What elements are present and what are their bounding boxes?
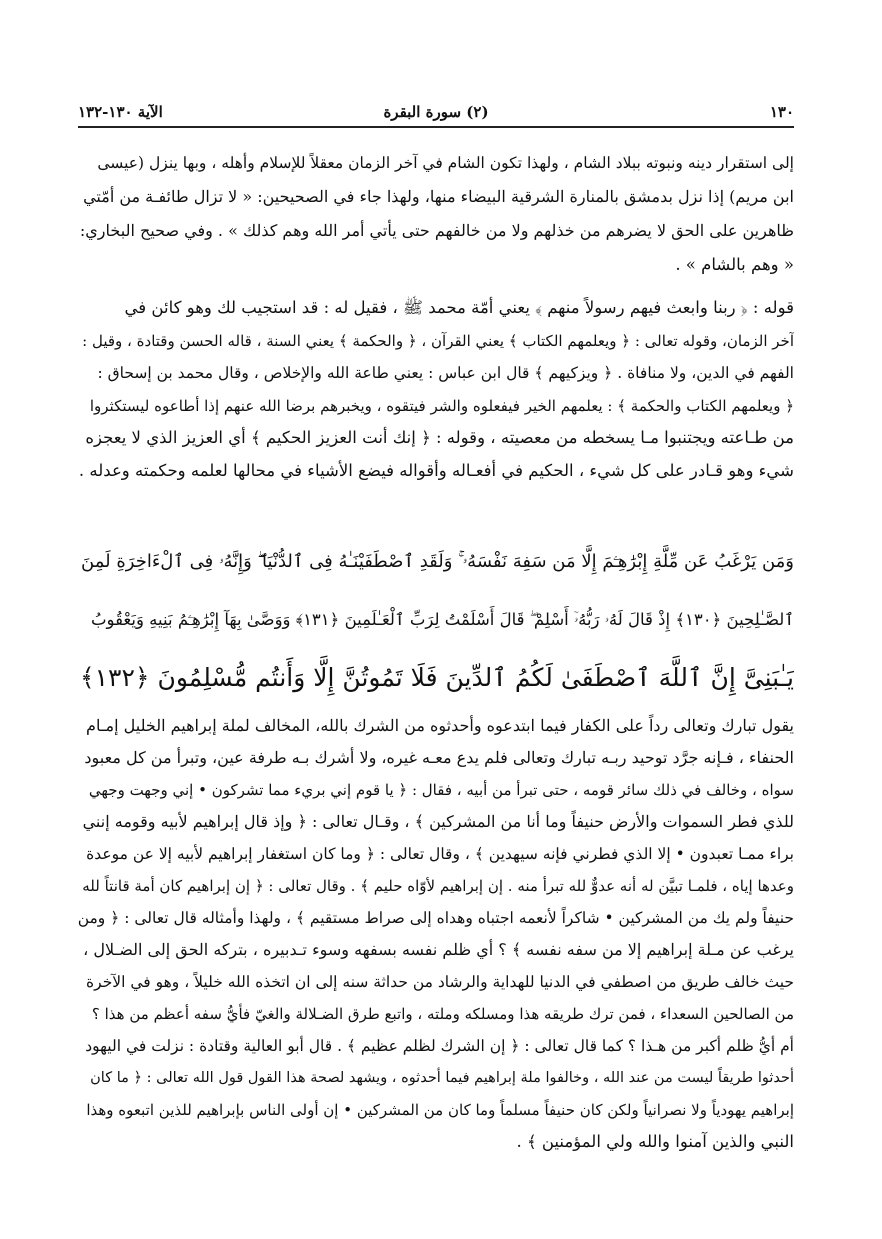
text-line: أحدثوا طريقاً ليست من عند الله ، وخالفوا ملة إبراهيم فيما أحدثوه ، ويشهد لصحة هذا القول قول الله تعالى : ﴿ ما كان: [90, 1070, 794, 1086]
commentary-paragraph-1: [78, 146, 794, 282]
text-line: الفهم في الدين، ولا منافاة . ﴿ ويزكيهم ﴾ قال ابن عباس : يعني طاعة الله والإخلاص ، وقال محمد بن إسحاق :: [97, 364, 794, 382]
quran-verses-block: [78, 533, 794, 707]
page-number: ١٣٠: [769, 103, 794, 121]
commentary-paragraph-3: [78, 710, 794, 1158]
verse-line: يَـٰبَنِىَّ إِنَّ ٱللَّهَ ٱصْطَفَىٰ لَكُمُ ٱلدِّينَ فَلَا تَمُوتُنَّ إِلَّا وَأَنتُم مُّسْلِمُونَ ﴿١٣٢﴾: [79, 663, 794, 692]
text-line: ظاهرين على الحق لا يضرهم من خذلهم ولا من خالفهم حتى يأتي أمر الله وهم كذلك » . وفي صحيح البخاري:: [79, 221, 794, 240]
running-header: [78, 100, 794, 128]
commentary-paragraph-2: [78, 292, 794, 487]
text-line: إبراهيم يهودياً ولا نصرانياً ولكن كان حنيفاً مسلماً وما كان من المشركين • إن أولى الناس بإبراهيم للذين اتبعوه وهذا: [86, 1101, 794, 1119]
text-line: ﴿ ويعلمهم الكتاب والحكمة ﴾ : يعلمهم الخير فيفعلوه والشر فيتقوه ، ويخبرهم برضا الله عنهم إذا أطاعوه ليستكثروا: [89, 396, 794, 415]
text-line: من الصالحين السعداء ، فمن ترك طريقه هذا ومسلكه وملته ، واتبع طرق الضـلالة والغيّ فأيُّ سفه أعظم من هذا ؟: [91, 1005, 794, 1023]
sura-title: (٢) سورة البقرة: [383, 103, 489, 121]
text-line: حيث خالف طريق من اصطفي في الدنيا للهداية والرشاد من حداثة سنه إلى ان اتخذه الله خليلاً ، وهو في الآخرة: [86, 973, 794, 991]
text-line: وعدها إياه ، فلمـا تبيَّن له أنه عدوٌّ لله تبرأ منه . إن إبراهيم لأوّاه حليم ﴾ . وقال تعالى : ﴿ إن إبراهيم كان أمة قانتاً لله: [82, 877, 794, 895]
text-line: يقول تبارك وتعالى رداً على الكفار فيما ابتدعوه وأحدثوه من الشرك بالله، المخالف لملة إبراهيم الخليل إمـام: [86, 716, 794, 735]
text-line: سواه ، وخالف في ذلك سائر قومه ، حتى تبرأ من أبيه ، فقال : ﴿ يا قوم إني بريء مما تشركون • إني وجهت وجهي: [88, 781, 794, 799]
text-line: ابن مريم) إذا نزل بدمشق بالمنارة الشرقية البيضاء منها، ولهذا جاء في الصحيحين: « لا تزال طائفـة من أمّتي: [83, 187, 794, 206]
text-line: أم أيُّ ظلم أكبر من هـذا ؟ كما قال تعالى : ﴿ إن الشرك لظلم عظيم ﴾ . قال أبو العالية وقتادة : نزلت في اليهود: [85, 1037, 794, 1055]
text-line: آخر الزمان، وقوله تعالى : ﴿ ويعلمهم الكتاب ﴾ يعني القرآن ، ﴿ والحكمة ﴾ يعني السنة ، قاله الحسن وقتادة ، وقيل :: [82, 331, 794, 350]
text-line: إلى استقرار دينه ونبوته ببلاد الشام ، ولهذا تكون الشام في آخر الزمان معقلاً للإسلام وأهله ، وبها ينزل (عيسى: [97, 154, 794, 172]
verse-line: وَمَن يَرْغَبُ عَن مِّلَّةِ إِبْرَٰهِـۧمَ إِلَّا مَن سَفِهَ نَفْسَهُۥ ۚ وَلَقَدِ ٱصْطَفَيْنَـٰهُ فِى ٱلدُّنْيَا ۖ وَإِنَّهُۥ فِى ٱلْءَاخِرَةِ لَمِنَ: [81, 551, 794, 572]
text-line: الحنفاء ، فـإنه جرَّد توحيد ربـه تبارك وتعالى فلم يدع معـه غيره، ولا أشرك بـه طرفة عين، وتبرأ من كل معبود: [84, 748, 794, 767]
text-line: النبي والذين آمنوا والله ولي المؤمنين ﴾ .: [516, 1132, 794, 1151]
text-line: حنيفاً ولم يك من المشركين • شاكراً لأنعمه اجتباه وهداه إلى صراط مستقيم ﴾ ، ولهذا وأمثاله قال تعالى : ﴿ ومن: [78, 909, 794, 927]
text-line: براء ممـا تعبدون • إلا الذي فطرني فإنه سيهدين ﴾ ، وقال تعالى : ﴿ وما كان استغفار إبراهيم لأبيه إلا عن موعدة: [86, 845, 794, 863]
text-line: للذي فطر السموات والأرض حنيفاً وما أنا من المشركين ﴾ ، وقـال تعالى : ﴿ وإذ قال إبراهيم لأبيه وقومه إنني: [82, 812, 794, 831]
text-line: « وهم بالشام » .: [675, 255, 794, 274]
text-line: شيء وهو قـادر على كل شيء ، الحكيم في أفعـاله وأقواله فيضع الأشياء في محالها لعلمه وحكمته وعدله .: [78, 460, 794, 480]
ayat-range: الآية ١٣٠-١٣٢: [78, 103, 163, 121]
text-line: يرغب عن مـلة إبراهيم إلا من سفه نفسه ﴾ ؟ أي ظلم نفسه بسفهه وسوء تـدبيره ، بتركه الحق إلى الضـلال ،: [83, 940, 794, 959]
verse-line: ٱلصَّـٰلِحِينَ ﴿١٣٠﴾ إِذْ قَالَ لَهُۥ رَبُّهُۥٓ أَسْلِمْ ۖ قَالَ أَسْلَمْتُ لِرَبِّ ٱلْعَـٰلَمِينَ ﴿١٣١﴾ وَوَصَّىٰ بِهَآ إِبْرَٰهِـۧمُ بَنِيهِ وَيَعْقُوبُ: [91, 610, 794, 629]
text-line: من طـاعته ويجتنبوا مـا يسخطه من معصيته ، وقوله : ﴿ إنك أنت العزيز الحكيم ﴾ أي العزيز الذي لا يعجزه: [85, 428, 794, 447]
text-line: قوله : ﴿ ربنا وابعث فيهم رسولاً منهم ﴾ يعني أمّة محمد ﷺ ، فقيل له : قد استجيب لك وهو كائن في: [124, 298, 794, 317]
